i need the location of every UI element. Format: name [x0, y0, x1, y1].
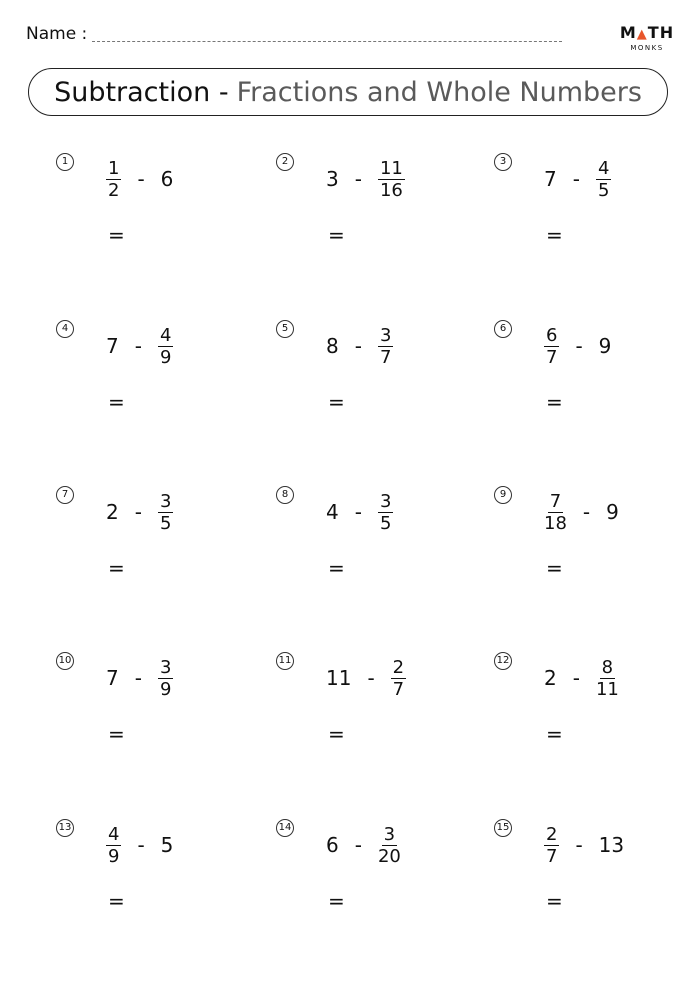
logo-triangle-icon: ▲ — [636, 27, 648, 42]
problem-expression — [326, 654, 406, 702]
minus-sign: - — [354, 833, 362, 857]
minus-sign: - — [137, 833, 145, 857]
logo-letters-th: TH — [647, 23, 675, 42]
numerator: 8 — [601, 656, 614, 678]
denominator: 20 — [377, 845, 401, 867]
numerator: 3 — [383, 823, 396, 845]
problem-expression — [544, 821, 624, 869]
numerator: 6 — [546, 324, 558, 346]
whole-number: 11 — [326, 666, 352, 690]
problem-13 — [56, 819, 266, 929]
math-monks-logo — [618, 24, 676, 53]
logo-monks: MONKS — [630, 44, 664, 52]
fraction — [158, 657, 173, 700]
problem-expression — [326, 155, 405, 203]
problem-number: 9 — [494, 486, 512, 504]
denominator: 7 — [392, 678, 405, 700]
problem-7 — [56, 486, 266, 596]
whole-number: 2 — [106, 500, 119, 524]
minus-sign: - — [354, 334, 362, 358]
whole-number: 9 — [606, 500, 619, 524]
whole-number: 3 — [326, 167, 339, 191]
problem-2 — [276, 153, 486, 263]
whole-number: 8 — [326, 334, 339, 358]
numerator: 3 — [159, 490, 172, 512]
denominator: 5 — [159, 512, 172, 534]
name-label: Name : — [26, 24, 88, 44]
fraction — [378, 491, 393, 534]
denominator: 9 — [108, 845, 120, 867]
minus-sign: - — [134, 500, 142, 524]
fraction — [158, 491, 173, 534]
minus-sign: - — [572, 666, 580, 690]
problem-number: 8 — [276, 486, 294, 504]
minus-sign: - — [137, 167, 145, 191]
problem-number: 10 — [56, 652, 74, 670]
answer-equals[interactable]: = — [546, 722, 563, 746]
fraction — [378, 158, 405, 201]
numerator: 4 — [108, 823, 120, 845]
answer-equals[interactable]: = — [108, 889, 125, 913]
problem-number: 3 — [494, 153, 512, 171]
title-sub: Fractions and Whole Numbers — [236, 76, 642, 108]
whole-number: 6 — [326, 833, 339, 857]
problem-number: 5 — [276, 320, 294, 338]
denominator: 11 — [595, 678, 619, 700]
minus-sign: - — [575, 334, 583, 358]
denominator: 16 — [379, 179, 403, 201]
problem-number: 12 — [494, 652, 512, 670]
logo-letter-m: M — [619, 23, 637, 42]
denominator: 5 — [379, 512, 392, 534]
minus-sign: - — [582, 500, 591, 524]
whole-number: 2 — [544, 666, 557, 690]
fraction — [378, 824, 401, 867]
title-main: Subtraction - — [54, 76, 229, 108]
problem-number: 4 — [56, 320, 74, 338]
whole-number: 7 — [544, 167, 557, 191]
denominator: 9 — [159, 346, 172, 368]
problem-15 — [494, 819, 700, 929]
problem-10 — [56, 652, 266, 762]
problem-expression — [106, 155, 173, 203]
problem-expression — [544, 654, 619, 702]
fraction — [378, 325, 393, 368]
fraction — [106, 158, 121, 201]
numerator: 4 — [159, 324, 172, 346]
fraction — [544, 491, 567, 534]
worksheet-title — [28, 68, 668, 116]
minus-sign: - — [367, 666, 375, 690]
problem-expression — [326, 322, 393, 370]
problem-14 — [276, 819, 486, 929]
fraction — [544, 824, 559, 867]
problem-expression — [544, 322, 611, 370]
problem-8 — [276, 486, 486, 596]
minus-sign: - — [575, 833, 583, 857]
denominator: 9 — [159, 678, 172, 700]
answer-equals[interactable]: = — [546, 556, 563, 580]
problem-number: 2 — [276, 153, 294, 171]
problem-6 — [494, 320, 700, 430]
answer-equals[interactable]: = — [328, 223, 345, 247]
fraction — [391, 657, 406, 700]
denominator: 7 — [379, 346, 392, 368]
problem-expression — [106, 821, 173, 869]
answer-equals[interactable]: = — [108, 722, 125, 746]
minus-sign: - — [134, 334, 142, 358]
problem-3 — [494, 153, 700, 263]
problem-12 — [494, 652, 700, 762]
answer-equals[interactable]: = — [108, 223, 125, 247]
problem-expression — [106, 322, 173, 370]
fraction — [106, 824, 121, 867]
fraction — [596, 657, 619, 700]
numerator: 3 — [379, 490, 392, 512]
problem-11 — [276, 652, 486, 762]
numerator: 11 — [379, 157, 403, 179]
whole-number: 6 — [160, 167, 174, 191]
answer-equals[interactable]: = — [328, 390, 345, 414]
problem-expression — [326, 488, 393, 536]
problem-expression — [106, 488, 173, 536]
problem-expression — [544, 155, 611, 203]
problem-number: 14 — [276, 819, 294, 837]
whole-number: 7 — [106, 334, 119, 358]
whole-number: 7 — [106, 666, 119, 690]
fraction — [596, 158, 611, 201]
name-line[interactable] — [92, 41, 562, 42]
answer-equals[interactable]: = — [328, 722, 345, 746]
denominator: 18 — [544, 512, 567, 534]
problem-4 — [56, 320, 266, 430]
whole-number: 4 — [326, 500, 339, 524]
problem-number: 11 — [276, 652, 294, 670]
numerator: 2 — [546, 823, 558, 845]
minus-sign: - — [354, 167, 362, 191]
problem-number: 6 — [494, 320, 512, 338]
whole-number: 13 — [598, 833, 625, 857]
numerator: 3 — [379, 324, 392, 346]
answer-equals[interactable]: = — [546, 889, 563, 913]
numerator: 4 — [597, 157, 610, 179]
problem-9 — [494, 486, 700, 596]
whole-number: 5 — [160, 833, 174, 857]
answer-equals[interactable]: = — [108, 390, 125, 414]
numerator: 7 — [549, 490, 562, 512]
problem-number: 7 — [56, 486, 74, 504]
minus-sign: - — [354, 500, 362, 524]
minus-sign: - — [572, 167, 580, 191]
numerator: 3 — [159, 656, 172, 678]
denominator: 7 — [546, 346, 558, 368]
fraction — [158, 325, 173, 368]
problem-expression — [326, 821, 401, 869]
problem-5 — [276, 320, 486, 430]
numerator: 1 — [108, 157, 120, 179]
whole-number: 9 — [598, 334, 612, 358]
problem-number: 15 — [494, 819, 512, 837]
minus-sign: - — [134, 666, 142, 690]
fraction — [544, 325, 559, 368]
numerator: 2 — [392, 656, 405, 678]
denominator: 5 — [597, 179, 610, 201]
denominator: 2 — [108, 179, 120, 201]
answer-equals[interactable]: = — [108, 556, 125, 580]
problem-number: 13 — [56, 819, 74, 837]
answer-equals[interactable]: = — [546, 223, 563, 247]
problem-number: 1 — [56, 153, 74, 171]
problem-expression — [106, 654, 173, 702]
answer-equals[interactable]: = — [546, 390, 563, 414]
problem-expression — [544, 488, 619, 536]
answer-equals[interactable]: = — [328, 889, 345, 913]
denominator: 7 — [546, 845, 558, 867]
answer-equals[interactable]: = — [328, 556, 345, 580]
problem-1 — [56, 153, 266, 263]
